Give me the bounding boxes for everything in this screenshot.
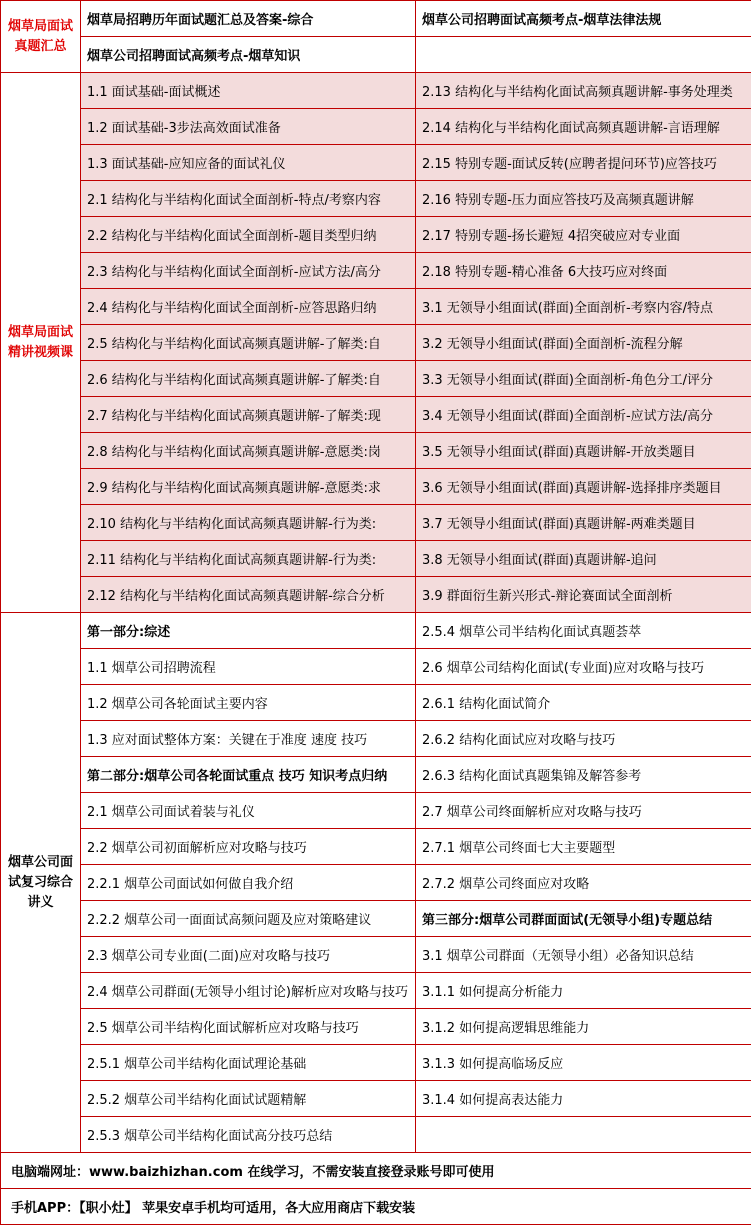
review-notes-item <box>416 1117 751 1153</box>
review-notes-row <box>1 937 751 973</box>
interview-questions-row <box>1 37 751 73</box>
review-notes-item[interactable]: 3.1.2 如何提高逻辑思维能力 <box>416 1009 751 1045</box>
video-course-item[interactable]: 2.15 特别专题-面试反转(应聘者提问环节)应答技巧 <box>416 145 751 181</box>
video-course-item[interactable]: 2.11 结构化与半结构化面试高频真题讲解-行为类: <box>81 541 416 577</box>
video-course-row <box>1 181 751 217</box>
interview-questions-section-label: 烟草局面试真题汇总 <box>1 1 81 73</box>
review-notes-item[interactable]: 2.4 烟草公司群面(无领导小组讨论)解析应对攻略与技巧 <box>81 973 416 1009</box>
video-course-section-label: 烟草局面试精讲视频课 <box>1 73 81 613</box>
video-course-item[interactable]: 2.4 结构化与半结构化面试全面剖析-应答思路归纳 <box>81 289 416 325</box>
video-course-item[interactable]: 3.3 无领导小组面试(群面)全面剖析-角色分工/评分 <box>416 361 751 397</box>
video-course-row <box>1 541 751 577</box>
interview-questions-item <box>416 37 751 73</box>
video-course-item[interactable]: 3.5 无领导小组面试(群面)真题讲解-开放类题目 <box>416 433 751 469</box>
video-course-row <box>1 217 751 253</box>
video-course-item[interactable]: 2.9 结构化与半结构化面试高频真题讲解-意愿类:求 <box>81 469 416 505</box>
review-notes-item[interactable]: 2.7 烟草公司终面解析应对攻略与技巧 <box>416 793 751 829</box>
video-course-item[interactable]: 1.1 面试基础-面试概述 <box>81 73 416 109</box>
video-course-item[interactable]: 3.2 无领导小组面试(群面)全面剖析-流程分解 <box>416 325 751 361</box>
video-course-item[interactable]: 3.9 群面衍生新兴形式-辩论赛面试全面剖析 <box>416 577 751 613</box>
review-notes-item[interactable]: 2.1 烟草公司面试着装与礼仪 <box>81 793 416 829</box>
review-notes-row <box>1 721 751 757</box>
video-course-item[interactable]: 3.4 无领导小组面试(群面)全面剖析-应试方法/高分 <box>416 397 751 433</box>
interview-questions-item[interactable]: 烟草公司招聘面试高频考点-烟草知识 <box>81 37 416 73</box>
video-course-item[interactable]: 3.7 无领导小组面试(群面)真题讲解-两难类题目 <box>416 505 751 541</box>
video-course-row <box>1 505 751 541</box>
review-notes-row <box>1 757 751 793</box>
video-course-item[interactable]: 2.14 结构化与半结构化面试高频真题讲解-言语理解 <box>416 109 751 145</box>
review-notes-row <box>1 685 751 721</box>
video-course-item[interactable]: 2.18 特别专题-精心准备 6大技巧应对终面 <box>416 253 751 289</box>
footer-row <box>1 1189 751 1225</box>
video-course-row <box>1 145 751 181</box>
review-notes-item[interactable]: 2.2 烟草公司初面解析应对攻略与技巧 <box>81 829 416 865</box>
review-notes-row <box>1 865 751 901</box>
review-notes-item[interactable]: 2.3 烟草公司专业面(二面)应对攻略与技巧 <box>81 937 416 973</box>
video-course-item[interactable]: 2.6 结构化与半结构化面试高频真题讲解-了解类:自 <box>81 361 416 397</box>
video-course-item[interactable]: 2.2 结构化与半结构化面试全面剖析-题目类型归纳 <box>81 217 416 253</box>
review-notes-item[interactable]: 2.5.4 烟草公司半结构化面试真题荟萃 <box>416 613 751 649</box>
review-notes-item[interactable]: 2.6.2 结构化面试应对攻略与技巧 <box>416 721 751 757</box>
review-notes-row <box>1 973 751 1009</box>
video-course-item[interactable]: 1.3 面试基础-应知应备的面试礼仪 <box>81 145 416 181</box>
footer-website: 电脑端网址：www.baizhizhan.com 在线学习，不需安装直接登录账号即可使用 <box>1 1153 751 1189</box>
review-notes-item[interactable]: 3.1.1 如何提高分析能力 <box>416 973 751 1009</box>
review-notes-item[interactable]: 2.7.1 烟草公司终面七大主要题型 <box>416 829 751 865</box>
review-notes-row <box>1 829 751 865</box>
video-course-row <box>1 397 751 433</box>
review-notes-row <box>1 1009 751 1045</box>
interview-questions-item[interactable]: 烟草公司招聘面试高频考点-烟草法律法规 <box>416 1 751 37</box>
video-course-item[interactable]: 2.17 特别专题-扬长避短 4招突破应对专业面 <box>416 217 751 253</box>
video-course-row <box>1 253 751 289</box>
interview-questions-item[interactable]: 烟草局招聘历年面试题汇总及答案-综合 <box>81 1 416 37</box>
review-notes-item[interactable]: 2.6.3 结构化面试真题集锦及解答参考 <box>416 757 751 793</box>
video-course-row <box>1 577 751 613</box>
review-notes-item[interactable]: 3.1.4 如何提高表达能力 <box>416 1081 751 1117</box>
video-course-item[interactable]: 2.10 结构化与半结构化面试高频真题讲解-行为类: <box>81 505 416 541</box>
video-course-row <box>1 289 751 325</box>
review-notes-item[interactable]: 2.6.1 结构化面试简介 <box>416 685 751 721</box>
video-course-item[interactable]: 1.2 面试基础-3步法高效面试准备 <box>81 109 416 145</box>
review-notes-item[interactable]: 第一部分:综述 <box>81 613 416 649</box>
video-course-item[interactable]: 2.3 结构化与半结构化面试全面剖析-应试方法/高分 <box>81 253 416 289</box>
review-notes-item[interactable]: 3.1 烟草公司群面（无领导小组）必备知识总结 <box>416 937 751 973</box>
review-notes-row <box>1 613 751 649</box>
review-notes-item[interactable]: 2.6 烟草公司结构化面试(专业面)应对攻略与技巧 <box>416 649 751 685</box>
video-course-row <box>1 109 751 145</box>
review-notes-row <box>1 1081 751 1117</box>
review-notes-row <box>1 1045 751 1081</box>
review-notes-item[interactable]: 2.7.2 烟草公司终面应对攻略 <box>416 865 751 901</box>
review-notes-item[interactable]: 1.2 烟草公司各轮面试主要内容 <box>81 685 416 721</box>
video-course-item[interactable]: 3.6 无领导小组面试(群面)真题讲解-选择排序类题目 <box>416 469 751 505</box>
footer-app: 手机APP：【职小灶】 苹果安卓手机均可适用，各大应用商店下载安装 <box>1 1189 751 1225</box>
review-notes-row <box>1 793 751 829</box>
video-course-row <box>1 325 751 361</box>
video-course-item[interactable]: 2.1 结构化与半结构化面试全面剖析-特点/考察内容 <box>81 181 416 217</box>
video-course-item[interactable]: 3.1 无领导小组面试(群面)全面剖析-考察内容/特点 <box>416 289 751 325</box>
video-course-item[interactable]: 2.7 结构化与半结构化面试高频真题讲解-了解类:现 <box>81 397 416 433</box>
video-course-row <box>1 361 751 397</box>
review-notes-item[interactable]: 2.5.3 烟草公司半结构化面试高分技巧总结 <box>81 1117 416 1153</box>
review-notes-item[interactable]: 1.1 烟草公司招聘流程 <box>81 649 416 685</box>
review-notes-item[interactable]: 第二部分:烟草公司各轮面试重点 技巧 知识考点归纳 <box>81 757 416 793</box>
video-course-item[interactable]: 3.8 无领导小组面试(群面)真题讲解-追问 <box>416 541 751 577</box>
video-course-row <box>1 73 751 109</box>
review-notes-item[interactable]: 2.2.1 烟草公司面试如何做自我介绍 <box>81 865 416 901</box>
video-course-item[interactable]: 2.8 结构化与半结构化面试高频真题讲解-意愿类:岗 <box>81 433 416 469</box>
review-notes-section-label: 烟草公司面试复习综合讲义 <box>1 613 81 1153</box>
review-notes-item[interactable]: 1.3 应对面试整体方案：关键在于准度 速度 技巧 <box>81 721 416 757</box>
review-notes-item[interactable]: 2.5.1 烟草公司半结构化面试理论基础 <box>81 1045 416 1081</box>
review-notes-item[interactable]: 3.1.3 如何提高临场反应 <box>416 1045 751 1081</box>
review-notes-row <box>1 649 751 685</box>
video-course-item[interactable]: 2.13 结构化与半结构化面试高频真题讲解-事务处理类 <box>416 73 751 109</box>
video-course-item[interactable]: 2.5 结构化与半结构化面试高频真题讲解-了解类:自 <box>81 325 416 361</box>
review-notes-item[interactable]: 第三部分:烟草公司群面面试(无领导小组)专题总结 <box>416 901 751 937</box>
review-notes-item[interactable]: 2.5 烟草公司半结构化面试解析应对攻略与技巧 <box>81 1009 416 1045</box>
video-course-row <box>1 433 751 469</box>
interview-questions-row <box>1 1 751 37</box>
review-notes-row <box>1 1117 751 1153</box>
review-notes-item[interactable]: 2.5.2 烟草公司半结构化面试试题精解 <box>81 1081 416 1117</box>
video-course-item[interactable]: 2.12 结构化与半结构化面试高频真题讲解-综合分析 <box>81 577 416 613</box>
review-notes-row <box>1 901 751 937</box>
video-course-item[interactable]: 2.16 特别专题-压力面应答技巧及高频真题讲解 <box>416 181 751 217</box>
footer-row <box>1 1153 751 1189</box>
video-course-row <box>1 469 751 505</box>
review-notes-item[interactable]: 2.2.2 烟草公司一面面试高频问题及应对策略建议 <box>81 901 416 937</box>
